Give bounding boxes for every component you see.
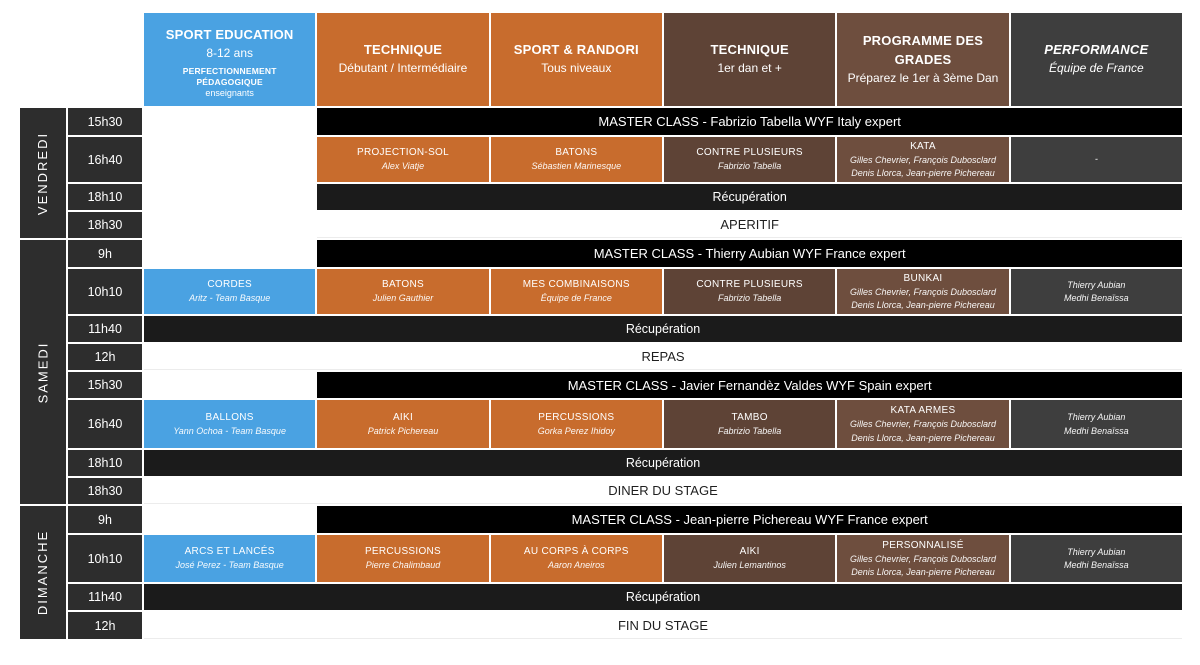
column-subtitle: Débutant / Intermédiaire: [338, 61, 468, 76]
meal-row: APERITIF: [317, 212, 1182, 238]
session-cell-arcs-et-lances: [144, 535, 315, 582]
session-person: Équipe de France: [540, 293, 612, 304]
day-label-text: DIMANCHE: [35, 529, 51, 616]
time-label: 15h30: [68, 108, 142, 135]
session-person: Patrick Pichereau: [367, 425, 439, 436]
column-note2: enseignants: [205, 88, 254, 99]
column-header-sport-randori: [491, 13, 662, 106]
meal-row: FIN DU STAGE: [144, 612, 1182, 639]
schedule-table: [20, 13, 1182, 639]
session-title: PERSONNALISÉ: [882, 539, 964, 551]
session-title: BUNKAI: [903, 272, 943, 284]
session-person: Denis Llorca, Jean-pierre Pichereau: [851, 432, 995, 443]
session-person: Gilles Chevrier, François Dubosclard: [849, 154, 997, 165]
session-title: CORDES: [207, 279, 252, 291]
session-cell-ballons: [144, 400, 315, 448]
time-label: 11h40: [68, 316, 142, 342]
column-header-technique: [317, 13, 488, 106]
time-label: 9h: [68, 240, 142, 267]
session-cell-cell: [1011, 137, 1182, 182]
session-person: Denis Llorca, Jean-pierre Pichereau: [851, 168, 995, 178]
session-title: AIKI: [392, 411, 414, 423]
time-label: 16h40: [68, 137, 142, 182]
session-cell-batons: [317, 269, 488, 314]
time-label: 15h30: [68, 372, 142, 398]
session-title: CONTRE PLUSIEURS: [696, 147, 803, 159]
session-title: KATA: [910, 140, 936, 152]
session-title: ARCS ET LANCÉS: [184, 546, 275, 558]
time-label: 9h: [68, 506, 142, 533]
day-label-vendredi: [20, 108, 66, 238]
session-cell-aiki: [664, 535, 835, 582]
session-person: Aritz - Team Basque: [189, 293, 271, 304]
session-person: Medhi Benaïssa: [1064, 425, 1129, 436]
session-title: BATONS: [555, 147, 598, 159]
column-title: SPORT & RANDORI: [513, 42, 639, 58]
session-title: KATA ARMES: [890, 405, 956, 417]
session-cell-percussions: [491, 400, 662, 448]
time-label: 10h10: [68, 269, 142, 314]
column-header-technique: [664, 13, 835, 106]
session-person: Fabrizio Tabella: [718, 425, 782, 436]
session-cell-cell: [1011, 535, 1182, 582]
session-person: Denis Llorca, Jean-pierre Pichereau: [851, 300, 995, 310]
session-person: Julien Gauthier: [372, 293, 434, 304]
column-note: PERFECTIONNEMENT PÉDAGOGIQUE: [182, 66, 277, 88]
column-subtitle: 1er dan et +: [717, 61, 782, 76]
time-label: 18h30: [68, 212, 142, 238]
session-title: TAMBO: [731, 411, 768, 423]
session-cell-mes-combinaisons: [491, 269, 662, 314]
day-label-text: SAMEDI: [35, 341, 51, 403]
session-person: Medhi Benaïssa: [1064, 560, 1129, 570]
column-subtitle: Tous niveaux: [541, 61, 612, 76]
session-person: José Perez - Team Basque: [175, 560, 284, 571]
session-cell-contre-plusieurs: [664, 269, 835, 314]
session-cell-bunkai: [837, 269, 1008, 314]
session-person: Thierry Aubian: [1067, 279, 1126, 290]
column-title: PERFORMANCE: [1044, 42, 1149, 58]
session-person: Alex Viatje: [381, 161, 425, 172]
session-person: Yann Ochoa - Team Basque: [173, 425, 286, 436]
time-label: 10h10: [68, 535, 142, 582]
session-title: MES COMBINAISONS: [522, 279, 630, 291]
session-title: PERCUSSIONS: [538, 411, 615, 423]
session-person: Medhi Benaïssa: [1064, 293, 1129, 303]
time-label: 12h: [68, 344, 142, 370]
masterclass-banner: MASTER CLASS - Jean-pierre Pichereau WYF France expert: [317, 506, 1182, 533]
session-person: Gilles Chevrier, François Dubosclard: [849, 419, 997, 430]
time-label: 18h30: [68, 478, 142, 504]
session-cell-cordes: [144, 269, 315, 314]
session-title: BALLONS: [205, 411, 254, 423]
time-label: 18h10: [68, 450, 142, 476]
session-person: Fabrizio Tabella: [718, 293, 782, 304]
session-person: Gilles Chevrier, François Dubosclard: [849, 286, 997, 297]
session-person: Julien Lemantinos: [713, 560, 786, 571]
column-subtitle: Préparez le 1er à 3ème Dan: [847, 70, 999, 85]
column-subtitle: Équipe de France: [1048, 61, 1144, 76]
session-cell-aiki: [317, 400, 488, 448]
session-person: Gorka Perez Ihidoy: [537, 425, 615, 436]
session-cell-cell: [1011, 400, 1182, 448]
meal-row: DINER DU STAGE: [144, 478, 1182, 504]
recovery-banner: Récupération: [144, 316, 1182, 342]
session-cell-batons: [491, 137, 662, 182]
column-header-sport-education: [144, 13, 315, 106]
session-person: Denis Llorca, Jean-pierre Pichereau: [851, 567, 995, 577]
session-person: Pierre Chalimbaud: [365, 560, 441, 571]
session-person: Thierry Aubian: [1067, 546, 1126, 557]
recovery-banner: Récupération: [144, 584, 1182, 610]
column-subtitle: 8-12 ans: [206, 45, 254, 60]
session-cell-contre-plusieurs: [664, 137, 835, 182]
session-cell-cell: [1011, 269, 1182, 314]
session-cell-tambo: [664, 400, 835, 448]
meal-row: REPAS: [144, 344, 1182, 370]
recovery-banner: Récupération: [144, 450, 1182, 476]
time-label: 11h40: [68, 584, 142, 610]
column-header-programme-des-grades: [837, 13, 1008, 106]
session-cell-kata: [837, 137, 1008, 182]
session-title: PERCUSSIONS: [364, 546, 442, 558]
time-label: 18h10: [68, 184, 142, 210]
time-label: 12h: [68, 612, 142, 639]
session-title: CONTRE PLUSIEURS: [696, 279, 803, 291]
session-cell-au-corps-a-corps: [491, 535, 662, 582]
column-title: TECHNIQUE: [363, 42, 443, 58]
session-cell-personnalise: [837, 535, 1008, 582]
day-label-text: VENDREDI: [35, 131, 51, 215]
masterclass-banner: MASTER CLASS - Fabrizio Tabella WYF Italy expert: [317, 108, 1182, 135]
day-label-samedi: [20, 240, 66, 504]
session-person: Thierry Aubian: [1067, 412, 1126, 423]
session-person: Sébastien Marinesque: [531, 161, 622, 172]
session-title: AIKI: [739, 546, 760, 558]
session-title: PROJECTION-SOL: [356, 147, 449, 159]
session-title: BATONS: [381, 279, 424, 291]
session-cell-percussions: [317, 535, 488, 582]
masterclass-banner: MASTER CLASS - Javier Fernandèz Valdes WYF Spain expert: [317, 372, 1182, 398]
session-cell-kata-armes: [837, 400, 1008, 448]
column-title: SPORT EDUCATION: [165, 27, 294, 42]
day-label-dimanche: [20, 506, 66, 639]
session-title: AU CORPS À CORPS: [523, 546, 629, 558]
session-person: Fabrizio Tabella: [718, 161, 782, 172]
masterclass-banner: MASTER CLASS - Thierry Aubian WYF France expert: [317, 240, 1182, 267]
session-person: Aaron Aneiros: [547, 560, 605, 571]
column-header-performance: [1011, 13, 1182, 106]
time-label: 16h40: [68, 400, 142, 448]
session-cell-projection-sol: [317, 137, 488, 182]
session-person: -: [1094, 154, 1098, 165]
recovery-banner: Récupération: [317, 184, 1182, 210]
column-title: PROGRAMME DES GRADES: [862, 32, 984, 67]
column-title: TECHNIQUE: [710, 42, 789, 58]
session-person: Gilles Chevrier, François Dubosclard: [849, 553, 997, 564]
